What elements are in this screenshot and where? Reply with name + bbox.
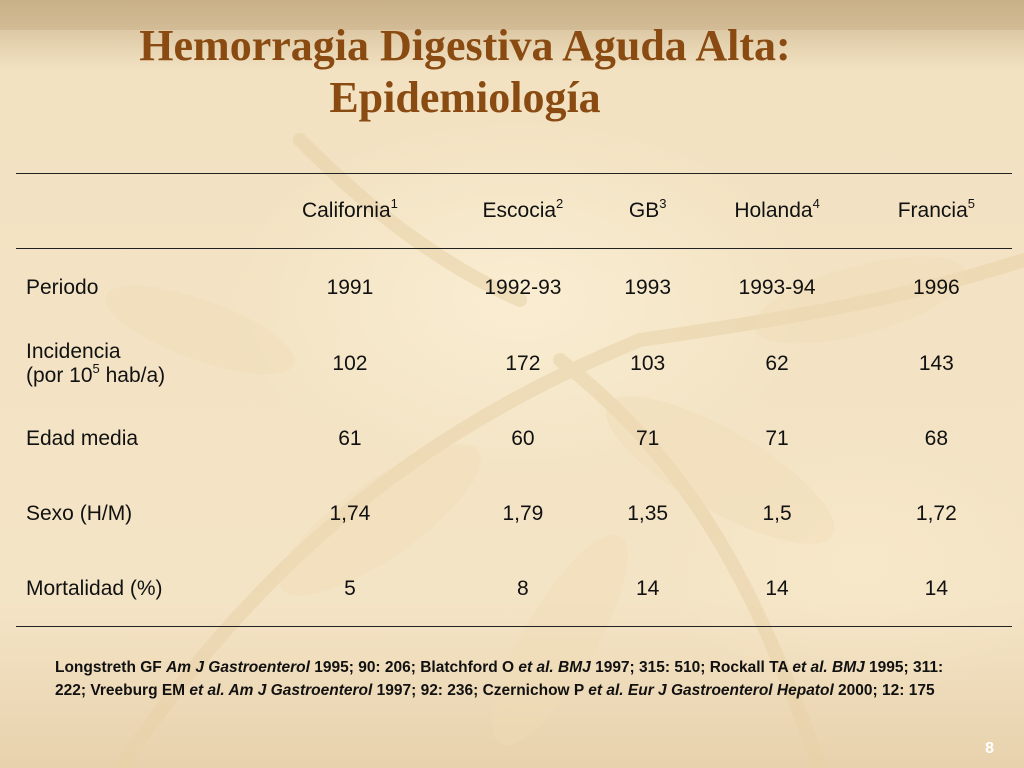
table-row-periodo: [16, 249, 1012, 327]
table-cell: 60: [511, 427, 535, 450]
table-row-sexo: [16, 477, 1012, 552]
header-escocia: Escocia$^2$: [482, 196, 564, 222]
row-label: Mortalidad (%): [26, 576, 163, 600]
row-label: Incidencia (por $10^5$ hab/a): [26, 340, 166, 387]
table-cell: 1,5: [762, 502, 792, 525]
references-footnote: Longstreth GF Am J Gastroenterol 1995; 90: 206; Blatchford O et al. BMJ 1997; 315: 510; Rockall TA et al. BMJ 1995; 311: 222; Vreeburg EM et al. Am J Gastroenterol 1997; 92: 236; Czernichow P et al. Eur J Gastroenterol Hepatol 2000; 12: 175: [55, 659, 944, 699]
table-cell: 1,79: [502, 502, 544, 525]
table-cell: 102: [332, 352, 368, 375]
table-cell: 1993: [624, 275, 672, 299]
table-cell: 1992-93: [484, 275, 562, 299]
table-cell: 14: [636, 576, 660, 600]
table-header-row: [16, 174, 1012, 249]
table-cell: 1996: [913, 275, 960, 299]
page-number: 8: [985, 740, 994, 757]
row-label: Edad media: [26, 427, 139, 450]
table-cell: 1,35: [627, 502, 669, 525]
header-francia: Francia$^5$: [897, 196, 975, 222]
table-cell: 14: [765, 576, 789, 600]
table-cell: 1991: [326, 275, 374, 299]
table-cell: 1,72: [915, 502, 957, 525]
title-line-2: Epidemiología: [329, 73, 601, 122]
table-cell: 1993-94: [738, 275, 816, 299]
table-row-incidencia: [16, 327, 1012, 402]
slide-title: [0, 20, 930, 124]
row-label: Periodo: [26, 275, 99, 299]
table-cell: 103: [630, 352, 666, 375]
table-cell: 1,74: [329, 502, 371, 525]
table-cell: 172: [505, 352, 541, 375]
header-california: California$^1$: [301, 196, 398, 222]
table-cell: 8: [517, 576, 529, 600]
epidemiology-table: [16, 173, 1012, 627]
header-gb: $GB^3$: [628, 196, 667, 222]
header-empty-cell: [16, 174, 256, 249]
table-cell: 68: [924, 427, 949, 450]
table-cell: 5: [344, 576, 356, 600]
row-label: Sexo (H/M): [26, 502, 133, 525]
table-row-mortalidad: [16, 552, 1012, 627]
table-cell: 14: [924, 576, 949, 600]
table-cell: 71: [636, 427, 660, 450]
table-cell: 62: [765, 352, 789, 375]
table-cell: 71: [765, 427, 789, 450]
table-cell: 143: [918, 352, 954, 375]
table-cell: 61: [338, 427, 362, 450]
table-row-edad: [16, 402, 1012, 477]
title-line-1: Hemorragia Digestiva Aguda Alta:: [139, 21, 791, 70]
header-holanda: Holanda$^4$: [734, 196, 820, 222]
